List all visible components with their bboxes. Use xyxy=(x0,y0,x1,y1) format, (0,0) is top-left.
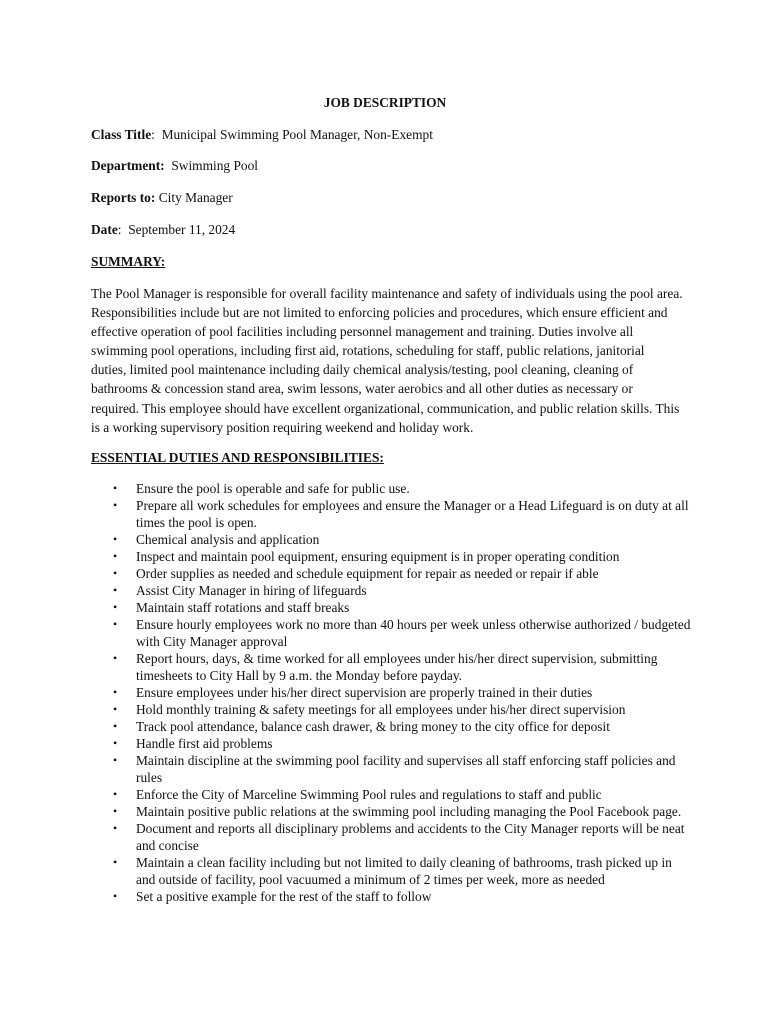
bullet-icon: • xyxy=(113,481,118,495)
duty-text: Prepare all work schedules for employees and ensure the Manager or a Head Lifeguard is on duty at all times the pool is open. xyxy=(136,498,689,530)
bullet-icon: • xyxy=(113,600,118,614)
bullet-icon: • xyxy=(113,617,118,631)
duty-text: Maintain staff rotations and staff breaks xyxy=(136,600,350,615)
duty-text: Report hours, days, & time worked for all employees under his/her direct supervision, submitting timesheets to City Hall by 9 a.m. the Monday before payday. xyxy=(136,651,658,683)
bullet-icon: • xyxy=(113,583,118,597)
field-reports-to xyxy=(91,189,233,206)
field-date xyxy=(91,221,235,238)
duty-text: Handle first aid problems xyxy=(136,736,273,751)
duty-item xyxy=(91,599,691,616)
duty-text: Enforce the City of Marceline Swimming Pool rules and regulations to staff and public xyxy=(136,787,602,802)
duty-item xyxy=(91,803,691,820)
duty-item xyxy=(91,650,691,684)
field-label: Date xyxy=(91,222,118,237)
bullet-icon: • xyxy=(113,855,118,869)
duty-text: Track pool attendance, balance cash drawer, & bring money to the city office for deposit xyxy=(136,719,610,734)
duty-text: Maintain positive public relations at the swimming pool including managing the Pool Facebook page. xyxy=(136,804,682,819)
field-value: City Manager xyxy=(158,190,233,205)
bullet-icon: • xyxy=(113,787,118,801)
field-label: Reports to: xyxy=(91,190,156,205)
duty-item xyxy=(91,548,691,565)
duty-item xyxy=(91,497,691,531)
field-label: Department: xyxy=(91,158,165,173)
summary-paragraph: The Pool Manager is responsible for overall facility maintenance and safety of individuals using the pool area. Responsibilities include but are not limited to enforcing policies and procedures, which ensure efficient and effective operation of pool facilities including personnel management and training. Duties involve all swimming pool operations, including first aid, rotations, scheduling for staff, public relations, janitorial duties, limited pool maintenance including daily chemical analysis/testing, pool cleaning, cleaning of bathrooms & concession stand area, swim lessons, water aerobics and all other duties as necessary or required. This employee should have excellent organizational, communication, and public relation skills. This is a working supervisory position requiring weekend and holiday work. xyxy=(91,286,683,435)
bullet-icon: • xyxy=(113,685,118,699)
bullet-icon: • xyxy=(113,549,118,563)
bullet-icon: • xyxy=(113,889,118,903)
bullet-icon: • xyxy=(113,651,118,665)
duty-text: Order supplies as needed and schedule equipment for repair as needed or repair if able xyxy=(136,566,599,581)
duty-text: Ensure hourly employees work no more than 40 hours per week unless otherwise authorized / budgeted with City Manager approval xyxy=(136,617,691,649)
duty-text: Ensure the pool is operable and safe for public use. xyxy=(136,481,410,496)
duty-text: Hold monthly training & safety meetings for all employees under his/her direct supervision xyxy=(136,702,626,717)
duty-text: Maintain a clean facility including but not limited to daily cleaning of bathrooms, trash picked up in and outside of facility, pool vacuumed a minimum of 2 times per week, more as needed xyxy=(136,855,672,887)
field-class-title xyxy=(91,126,433,143)
duty-item xyxy=(91,582,691,599)
duties-list xyxy=(91,480,691,905)
duty-text: Ensure employees under his/her direct supervision are properly trained in their duties xyxy=(136,685,593,700)
field-department xyxy=(91,157,258,174)
duty-item xyxy=(91,531,691,548)
field-label: Class Title xyxy=(91,127,152,142)
field-value: September 11, 2024 xyxy=(128,222,236,237)
bullet-icon: • xyxy=(113,736,118,750)
duty-text: Inspect and maintain pool equipment, ensuring equipment is in proper operating condition xyxy=(136,549,620,564)
duty-item xyxy=(91,684,691,701)
duty-item xyxy=(91,565,691,582)
duty-item xyxy=(91,786,691,803)
field-value: Municipal Swimming Pool Manager, Non-Exempt xyxy=(161,127,433,142)
duty-item xyxy=(91,701,691,718)
field-separator: : xyxy=(117,222,129,237)
field-separator: : xyxy=(151,127,162,142)
bullet-icon: • xyxy=(113,804,118,818)
duty-text: Maintain discipline at the swimming pool facility and supervises all staff enforcing staff policies and rules xyxy=(136,753,676,785)
bullet-icon: • xyxy=(113,532,118,546)
duty-item xyxy=(91,616,691,650)
bullet-icon: • xyxy=(113,821,118,835)
bullet-icon: • xyxy=(113,753,118,767)
duty-item xyxy=(91,752,691,786)
document-title: JOB DESCRIPTION xyxy=(323,95,447,110)
bullet-icon: • xyxy=(113,702,118,716)
duty-item xyxy=(91,854,691,888)
summary-heading: SUMMARY: xyxy=(91,254,166,269)
duty-item xyxy=(91,718,691,735)
duties-heading: ESSENTIAL DUTIES AND RESPONSIBILITIES: xyxy=(91,450,384,465)
duty-text: Document and reports all disciplinary problems and accidents to the City Manager reports will be neat and concise xyxy=(136,821,685,853)
duty-text: Chemical analysis and application xyxy=(136,532,320,547)
bullet-icon: • xyxy=(113,498,118,512)
field-value: Swimming Pool xyxy=(171,158,259,173)
duty-text: Assist City Manager in hiring of lifeguards xyxy=(136,583,367,598)
duty-item xyxy=(91,820,691,854)
duty-item xyxy=(91,480,691,497)
duty-item xyxy=(91,888,691,905)
duty-text: Set a positive example for the rest of the staff to follow xyxy=(136,889,432,904)
bullet-icon: • xyxy=(113,719,118,733)
duty-item xyxy=(91,735,691,752)
bullet-icon: • xyxy=(113,566,118,580)
